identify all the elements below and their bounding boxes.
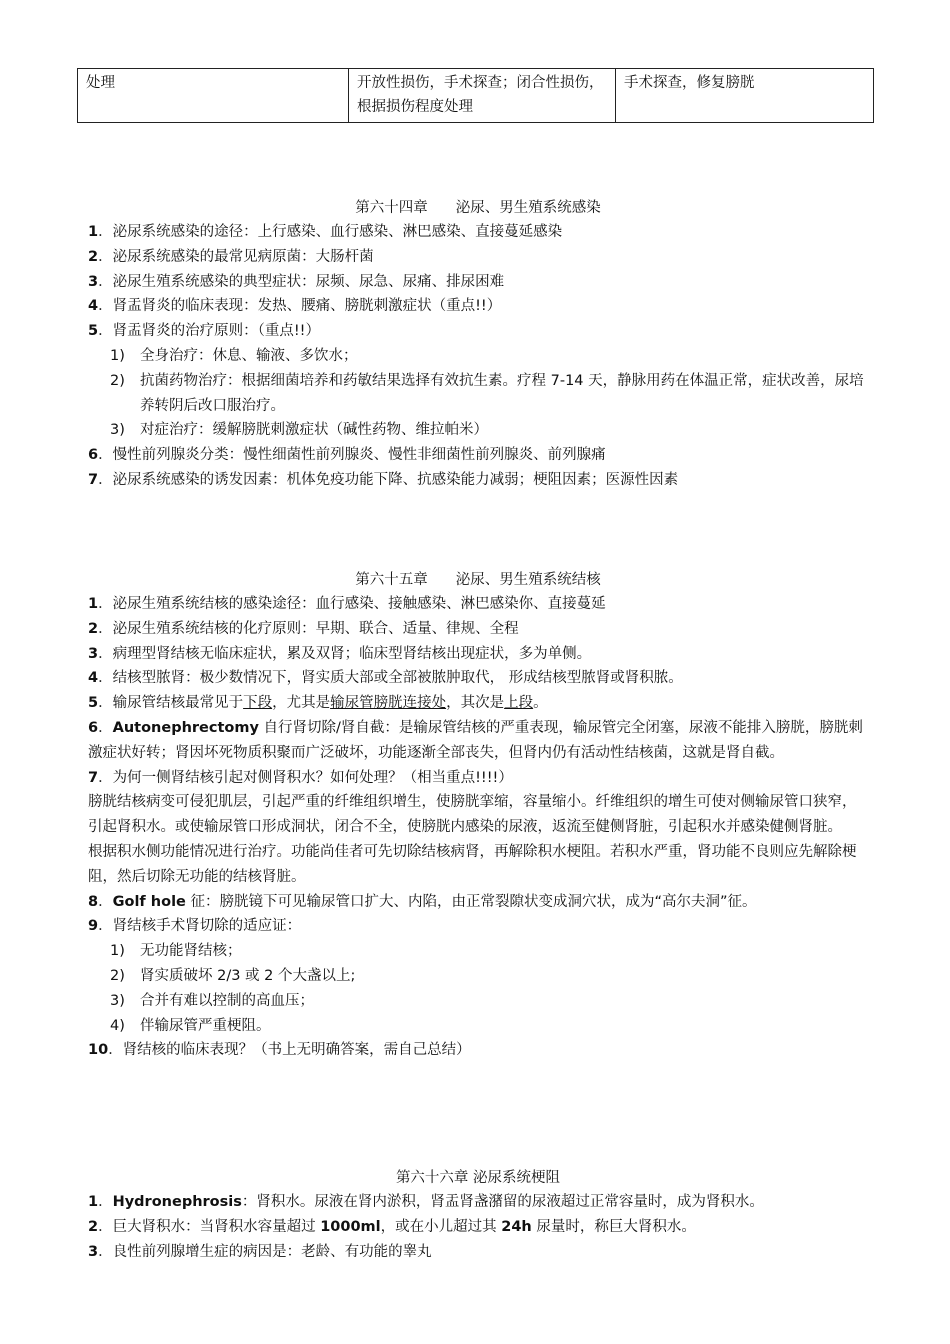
item-text: 。 bbox=[533, 695, 548, 712]
table-cell: 开放性损伤，手术探查；闭合性损伤，根据损伤程度处理 bbox=[349, 69, 616, 123]
sub-list-item bbox=[88, 418, 868, 443]
list-item: 3．病理型肾结核无临床症状，累及双肾；临床型肾结核出现症状，多为单侧。 bbox=[88, 645, 592, 662]
chapter-name: 泌尿、男生殖系统结核 bbox=[455, 572, 601, 588]
list-item: 1．泌尿生殖系统结核的感染途径：血行感染、接触感染、淋巴感染你、直接蔓延 bbox=[88, 596, 606, 612]
underlined-text: 上段 bbox=[504, 695, 534, 712]
sub-item-text: 全身治疗：休息、输液、多饮水； bbox=[140, 347, 358, 364]
list-item: 2．泌尿生殖系统结核的化疗原则：早期、联合、适量、律规、全程 bbox=[88, 620, 519, 637]
chapter-title bbox=[88, 196, 868, 220]
sub-item-text: 肾实质破坏 2/3 或 2 个大盏以上; bbox=[140, 967, 356, 984]
list-item: 10．肾结核的临床表现？（书上无明确答案，需自己总结） bbox=[88, 1042, 471, 1059]
item-text: 自行肾切除/肾自截：是输尿管结核的严重表现，输尿管完全闭塞，尿液不能排入膀胱，膀胱刺激症状好转；肾因坏死物质积聚而广泛破坏，功能逐渐全部丧失，但肾内仍有活动性结核菌，这就是肾自截。 bbox=[88, 719, 863, 761]
underlined-text: 输尿管膀胱连接处 bbox=[330, 695, 447, 712]
sub-list-item bbox=[88, 1014, 868, 1039]
list-item: 5．肾盂肾炎的治疗原则：（重点!!） bbox=[88, 323, 320, 340]
sub-item-text: 伴输尿管严重梗阻。 bbox=[140, 1017, 271, 1034]
list-item: 3．泌尿生殖系统感染的典型症状：尿频、尿急、尿痛、排尿困难 bbox=[88, 273, 505, 290]
keyword: Golf hole bbox=[112, 893, 186, 910]
keyword: 24h bbox=[501, 1218, 532, 1235]
item-text: 良性前列腺增生症的病因是：老龄、有功能的睾丸 bbox=[112, 1243, 432, 1260]
sub-item-text: 抗菌药物治疗：根据细菌培养和药敏结果选择有效抗生素。疗程 7-14 天，静脉用药在体温正常，症状改善，尿培养转阴后改口服治疗。 bbox=[140, 372, 864, 414]
item-number: 1 bbox=[88, 224, 99, 240]
list-item: 1．Hydronephrosis：肾积水。尿液在肾内淤积，肾盂肾盏潴留的尿液超过正常容量时，成为肾积水。 bbox=[88, 1194, 764, 1210]
list-item: 2．巨大肾积水：当肾积水容量超过 1000ml，或在小儿超过其 24h 尿量时，称巨大肾积水。 bbox=[88, 1218, 696, 1235]
item-text: 肾结核的临床表现？（书上无明确答案，需自己总结） bbox=[122, 1042, 471, 1059]
list-item: 6．Autonephrectomy 自行肾切除/肾自截：是输尿管结核的严重表现，输尿管完全闭塞，尿液不能排入膀胱，膀胱刺激症状好转；肾因坏死物质积聚而广泛破坏，功能逐渐全部丧失，但肾内仍有活动性结核菌，这就是肾自截。 bbox=[88, 719, 863, 761]
list-item: 4．肾盂肾炎的临床表现：发热、腰痛、膀胱刺激症状（重点!!） bbox=[88, 298, 502, 315]
list-item: 4．结核型脓肾：极少数情况下，肾实质大部或全部被脓肿取代， 形成结核型脓肾或肾积脓。 bbox=[88, 670, 683, 687]
item-text: 泌尿生殖系统结核的化疗原则：早期、联合、适量、律规、全程 bbox=[112, 620, 519, 637]
list-item: 8．Golf hole 征：膀胱镜下可见输尿管口扩大、内陷，由正常裂隙状变成洞穴状，成为“高尔夫洞”征。 bbox=[88, 893, 757, 910]
sub-list-item bbox=[88, 344, 868, 369]
item-number: 5 bbox=[88, 323, 99, 340]
paragraph: 根据积水侧功能情况进行治疗。功能尚佳者可先切除结核病肾，再解除积水梗阻。若积水严重，肾功能不良则应先解除梗阻，然后切除无功能的结核肾脏。 bbox=[88, 843, 857, 885]
item-text: ，尤其是 bbox=[272, 695, 331, 712]
sub-list-item bbox=[88, 989, 868, 1014]
list-item: 5．输尿管结核最常见于下段，尤其是输尿管膀胱连接处，其次是上段。 bbox=[88, 695, 548, 712]
item-number: 7 bbox=[88, 471, 99, 488]
list-item: 7．为何一侧肾结核引起对侧肾积水？如何处理？（相当重点!!!!） bbox=[88, 769, 513, 786]
chapter-title bbox=[88, 568, 868, 592]
sub-item-marker: 1) bbox=[110, 943, 125, 960]
sub-item-marker: 3) bbox=[110, 422, 125, 439]
item-number: 2 bbox=[88, 248, 99, 265]
item-text: 泌尿系统感染的最常见病原菌：大肠杆菌 bbox=[112, 248, 374, 265]
chapter-title: 第六十六章 泌尿系统梗阻 bbox=[395, 1170, 561, 1186]
item-number: 6 bbox=[88, 447, 99, 464]
table-cell: 手术探查，修复膀胱 bbox=[616, 69, 874, 123]
item-text: ：肾积水。尿液在肾内淤积，肾盂肾盏潴留的尿液超过正常容量时，成为肾积水。 bbox=[241, 1194, 764, 1210]
sub-item-marker: 3) bbox=[110, 992, 125, 1009]
sub-item-marker: 2) bbox=[110, 967, 125, 984]
sub-item-text: 无功能肾结核； bbox=[140, 943, 242, 960]
item-text: 泌尿生殖系统感染的典型症状：尿频、尿急、尿痛、排尿困难 bbox=[112, 273, 505, 290]
list-item: 3．良性前列腺增生症的病因是：老龄、有功能的睾丸 bbox=[88, 1243, 432, 1260]
item-text: ，其次是 bbox=[446, 695, 505, 712]
list-item: 6．慢性前列腺炎分类：慢性细菌性前列腺炎、慢性非细菌性前列腺炎、前列腺痛 bbox=[88, 447, 606, 464]
item-text: ，或在小儿超过其 bbox=[380, 1218, 502, 1235]
item-text: 输尿管结核最常见于 bbox=[112, 695, 244, 712]
injury-treatment-table bbox=[77, 68, 874, 123]
sub-item-text: 合并有难以控制的高血压； bbox=[140, 992, 314, 1009]
sub-list-item bbox=[88, 964, 868, 989]
item-text: 慢性前列腺炎分类：慢性细菌性前列腺炎、慢性非细菌性前列腺炎、前列腺痛 bbox=[112, 447, 606, 464]
sub-item-text: 对症治疗：缓解膀胱刺激症状（碱性药物、维拉帕米） bbox=[140, 422, 488, 439]
item-text: 巨大肾积水：当肾积水容量超过 bbox=[112, 1218, 321, 1235]
paragraph: 膀胱结核病变可侵犯肌层，引起严重的纤维组织增生，使膀胱挛缩，容量缩小。纤维组织的增生可使对侧输尿管口狭窄，引起肾积水。或使输尿管口形成洞状，闭合不全，使膀胱内感染的尿液，返流至健侧肾脏，引起积水并感染健侧肾脏。 bbox=[88, 794, 857, 836]
keyword: 1000ml bbox=[320, 1218, 381, 1235]
item-text: 肾盂肾炎的治疗原则：（重点!!） bbox=[112, 323, 320, 340]
sub-list-item bbox=[88, 939, 868, 964]
list-item: 1．泌尿系统感染的途径：上行感染、血行感染、淋巴感染、直接蔓延感染 bbox=[88, 224, 563, 240]
item-text: 结核型脓肾：极少数情况下，肾实质大部或全部被脓肿取代， 形成结核型脓肾或肾积脓。 bbox=[112, 670, 683, 687]
item-text: 泌尿系统感染的途径：上行感染、血行感染、淋巴感染、直接蔓延感染 bbox=[112, 224, 563, 240]
item-text: 肾盂肾炎的临床表现：发热、腰痛、膀胱刺激症状（重点!!） bbox=[112, 298, 502, 315]
sub-item-marker: 2) bbox=[110, 372, 125, 389]
keyword: Autonephrectomy bbox=[112, 719, 259, 736]
item-text: 泌尿系统感染的诱发因素：机体免疫功能下降、抗感染能力减弱；梗阻因素；医源性因素 bbox=[112, 471, 679, 488]
item-text: 尿量时，称巨大肾积水。 bbox=[531, 1218, 696, 1235]
table-cell: 处理 bbox=[78, 69, 349, 123]
list-item: 7．泌尿系统感染的诱发因素：机体免疫功能下降、抗感染能力减弱；梗阻因素；医源性因素 bbox=[88, 471, 679, 488]
keyword: Hydronephrosis bbox=[112, 1194, 242, 1210]
sub-item-marker: 1) bbox=[110, 347, 125, 364]
list-item: 2．泌尿系统感染的最常见病原菌：大肠杆菌 bbox=[88, 248, 374, 265]
sub-list-item bbox=[88, 369, 868, 419]
item-text: 病理型肾结核无临床症状，累及双肾；临床型肾结核出现症状，多为单侧。 bbox=[112, 645, 592, 662]
chapter-64-section bbox=[88, 196, 868, 493]
chapter-66-section bbox=[88, 1166, 868, 1264]
item-text: 征：膀胱镜下可见输尿管口扩大、内陷，由正常裂隙状变成洞穴状，成为“高尔夫洞”征。 bbox=[185, 893, 757, 910]
item-text: 肾结核手术肾切除的适应证： bbox=[112, 918, 302, 935]
chapter-name: 泌尿、男生殖系统感染 bbox=[455, 200, 601, 216]
chapter-65-section bbox=[88, 568, 868, 1063]
sub-item-marker: 4) bbox=[110, 1017, 125, 1034]
item-text: 为何一侧肾结核引起对侧肾积水？如何处理？（相当重点!!!!） bbox=[112, 769, 513, 786]
item-number: 3 bbox=[88, 273, 99, 290]
chapter-number: 第六十四章 bbox=[355, 200, 428, 216]
item-text: 泌尿生殖系统结核的感染途径：血行感染、接触感染、淋巴感染你、直接蔓延 bbox=[112, 596, 606, 612]
table-row bbox=[78, 69, 874, 123]
chapter-number: 第六十五章 bbox=[355, 572, 428, 588]
underlined-text: 下段 bbox=[243, 695, 273, 712]
list-item: 9．肾结核手术肾切除的适应证： bbox=[88, 918, 302, 935]
item-number: 4 bbox=[88, 298, 99, 315]
